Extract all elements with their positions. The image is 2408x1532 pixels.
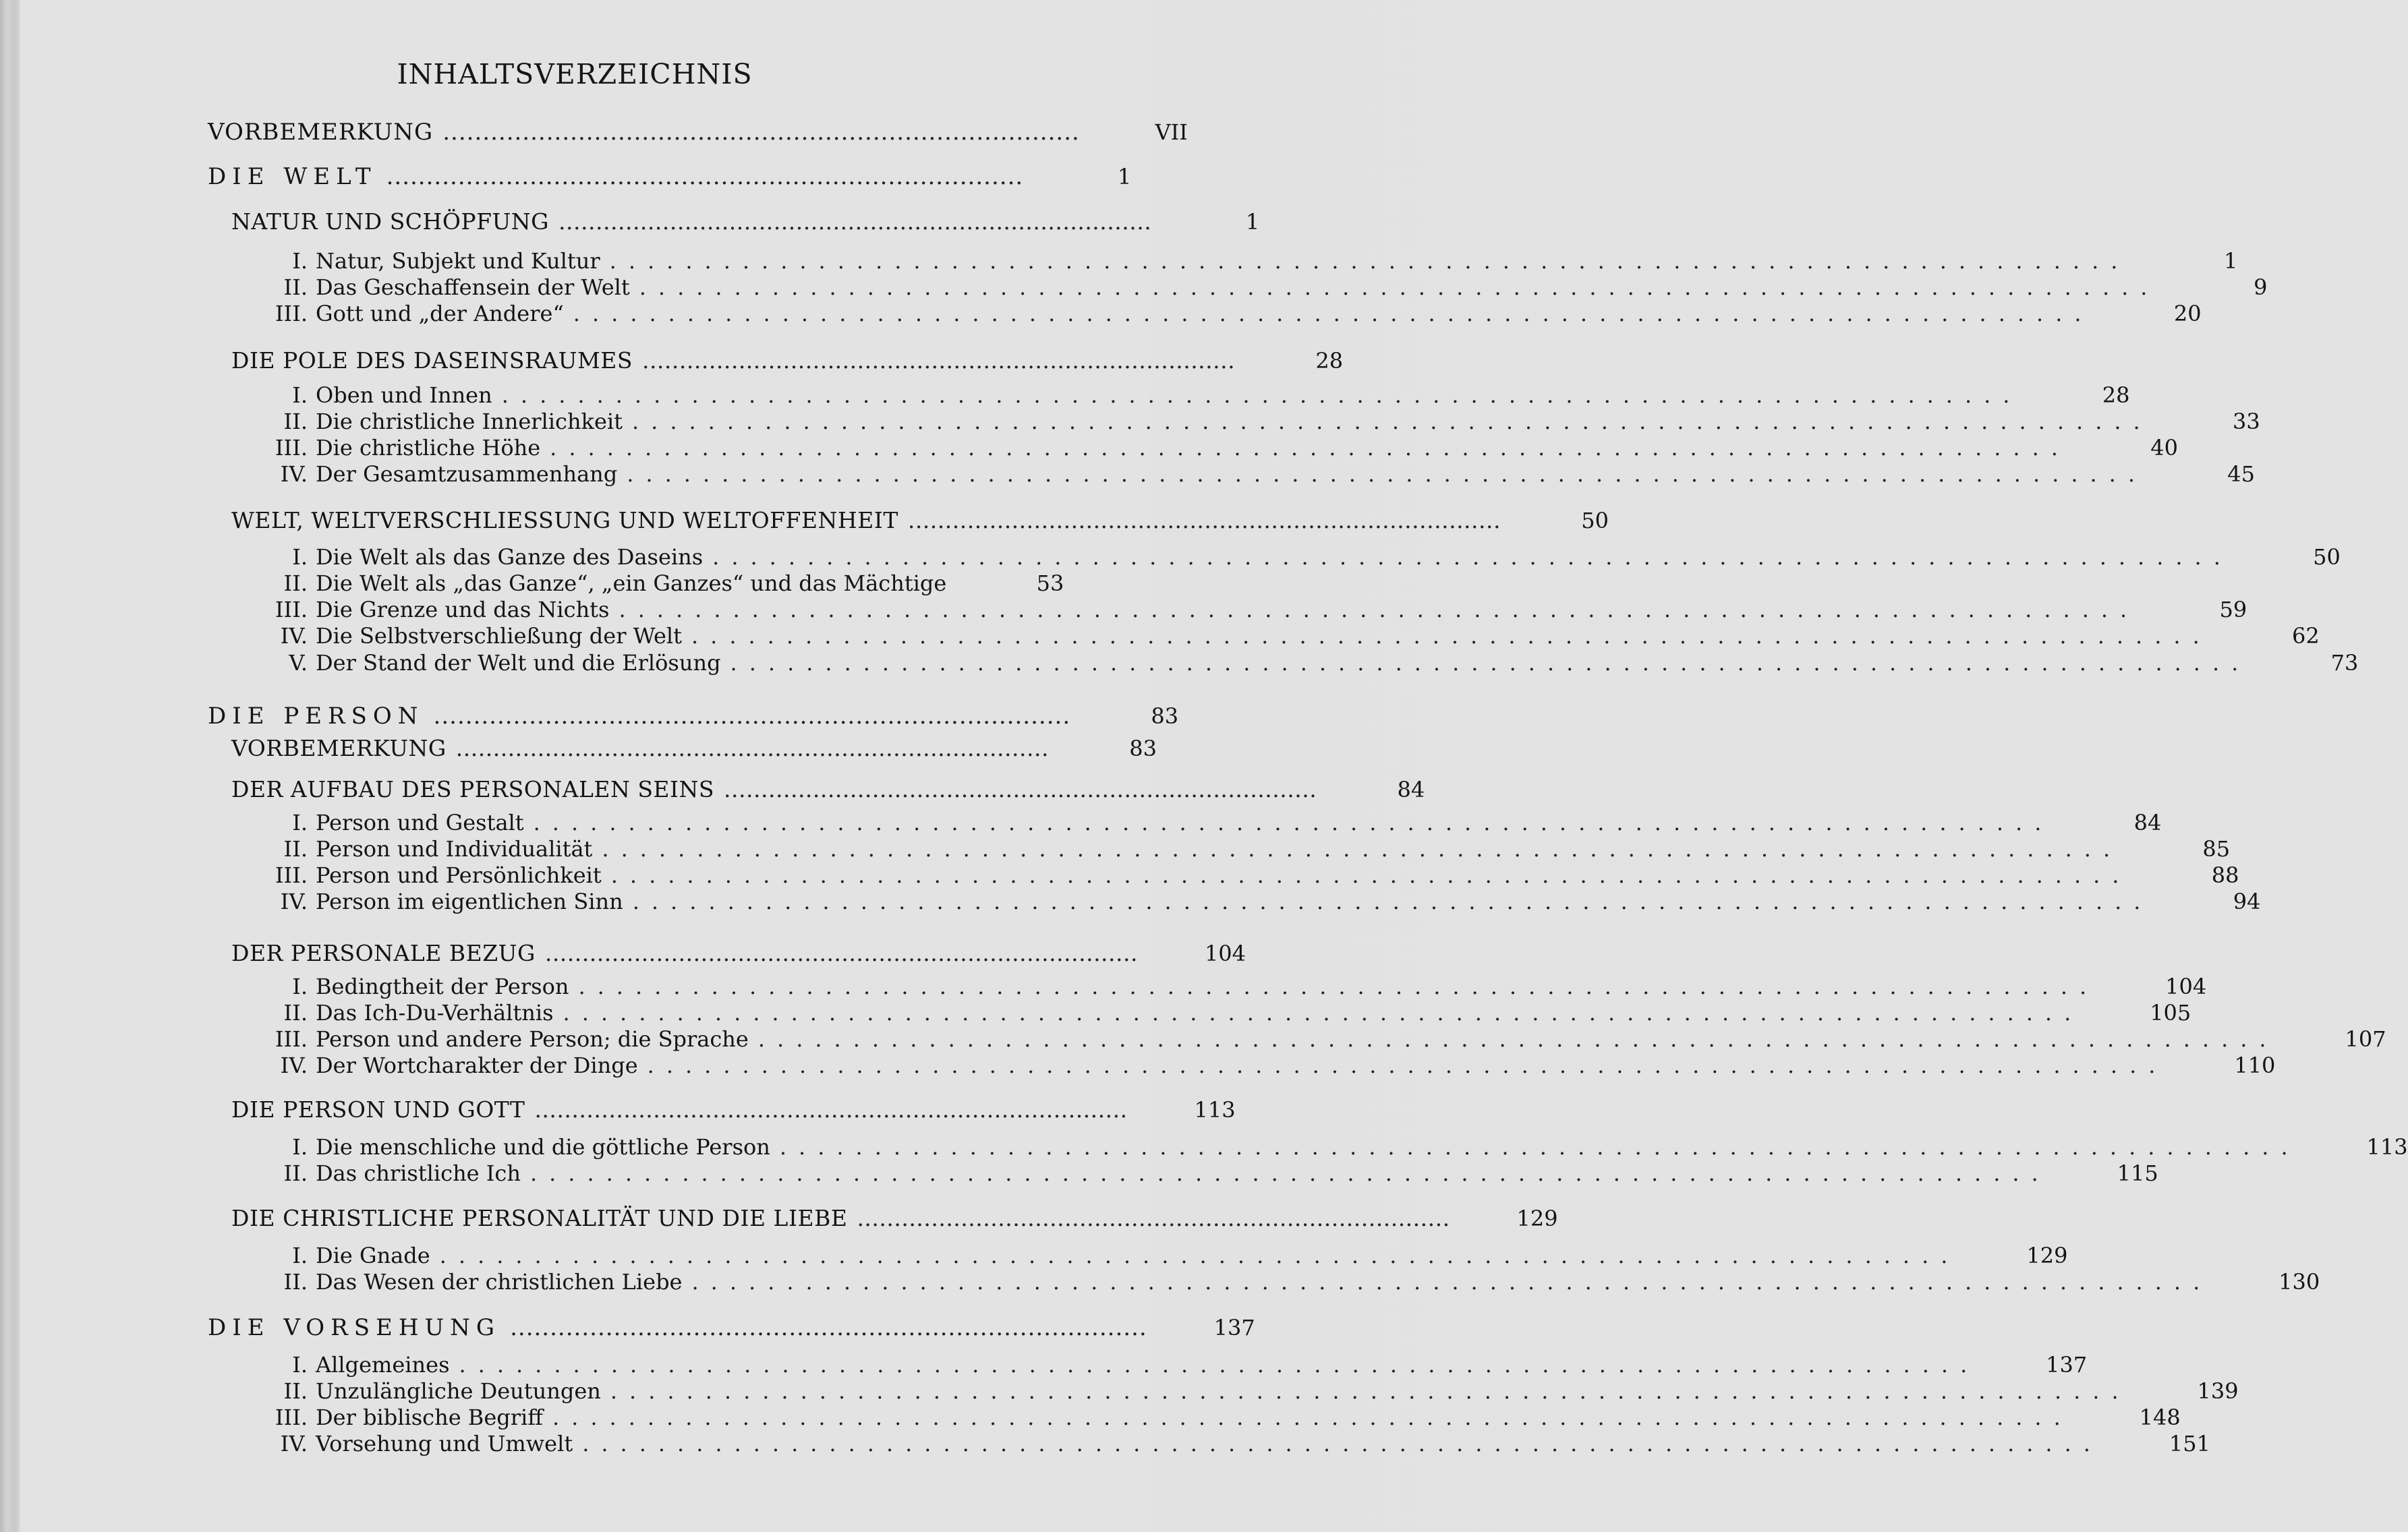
toc-entry-number: II. [283,409,308,434]
toc-entry-page: 148 [2139,1405,2181,1430]
toc-entry-number: I. [292,248,308,274]
toc-entry[interactable] [231,347,1344,374]
toc-entry[interactable] [256,274,2268,301]
toc-entry-page: 88 [2211,862,2239,888]
dot-leader: ................................................................................ [907,507,1501,533]
toc-entry-label [256,1243,430,1268]
toc-entry[interactable] [256,623,2320,650]
toc-entry-page: 1 [1117,164,1132,189]
dot-leader: ................................................................................ [386,163,1024,190]
toc-entry-label [256,1431,573,1456]
toc-entry[interactable] [256,810,2162,837]
dot-leader: ................................................................................ [582,1431,2102,1456]
toc-entry-label [256,1269,682,1295]
toc-entry-page: 40 [2150,435,2178,461]
toc-entry-page: 129 [2026,1243,2068,1268]
dot-leader: ................................................................................ [712,544,2233,570]
toc-entry-title: NATUR UND SCHÖPFUNG [231,208,550,235]
toc-entry-page: 33 [2233,409,2260,434]
dot-leader: ................................................................................ [550,435,2070,461]
toc-entry-title: Gott und „der Andere“ [316,301,564,326]
toc-entry-title: Der Gesamtzusammenhang [316,461,618,487]
toc-entry-title: Die christliche Innerlichkeit [316,409,623,434]
toc-entry-page: 28 [1315,348,1344,374]
toc-entry-page: 137 [2046,1352,2088,1378]
toc-entry-title: VORBEMERKUNG [231,735,447,761]
toc-entry[interactable] [256,889,2261,916]
toc-entry-title: Person und Gestalt [316,810,524,835]
toc-entry-number: II. [283,1000,308,1026]
toc-entry[interactable] [256,1352,2088,1379]
dot-leader: ................................................................................ [439,1243,1960,1268]
toc-entry-number: IV. [280,1431,308,1456]
toc-entry[interactable] [231,1096,1236,1123]
dot-leader: ................................................................................ [619,597,2140,622]
toc-entry[interactable] [256,1431,2210,1458]
toc-entry-page: 20 [2173,301,2202,326]
toc-entry-page: 130 [2278,1269,2320,1295]
toc-entry-page: 83 [1129,736,1157,761]
dot-leader: ................................................................................ [627,461,2147,487]
toc-entry[interactable] [231,940,1246,967]
toc-entry-title: Die Selbstverschließung der Welt [316,623,682,649]
toc-entry-page: 110 [2234,1053,2276,1078]
toc-entry-label [208,163,377,190]
toc-entry-number: III. [275,435,308,461]
toc-entry-page: 53 [1036,570,1064,596]
toc-entry-title: Unzulängliche Deutungen [316,1378,601,1404]
toc-entry-title: Bedingtheit der Person [316,974,569,999]
toc-entry-title: Das Wesen der christlichen Liebe [316,1269,683,1295]
toc-entry-title: Die Welt als das Ganze des Daseins [316,544,704,570]
toc-entry-number: III. [275,301,308,326]
toc-entry[interactable] [256,382,2130,409]
toc-entry-label [256,435,540,461]
toc-entry[interactable] [231,735,1157,762]
toc-entry-label [256,810,524,835]
toc-entry-page: 83 [1151,703,1179,729]
toc-entry-title: Die Gnade [316,1243,430,1268]
toc-entry-page: 45 [2227,461,2255,487]
toc-entry[interactable] [256,836,2231,863]
toc-entry[interactable] [208,703,1179,730]
toc-entry[interactable] [231,208,1260,235]
toc-entry-label [208,703,424,730]
toc-entry-page: 1 [2224,248,2238,274]
toc-entry-title: Die Welt als „das Ganze“, „ein Ganzes“ und das Mächtige [316,570,947,596]
toc-entry-page: 104 [2165,974,2207,999]
toc-entry-number: II. [283,274,308,300]
toc-entry[interactable] [256,597,2247,624]
toc-entry-label [256,544,703,570]
toc-entry-title: Der Wortcharakter der Dinge [316,1053,638,1078]
toc-entry[interactable] [231,776,1425,803]
toc-entry-label [256,1053,638,1078]
toc-entry[interactable] [256,974,2207,1001]
toc-entry-label [231,208,549,235]
toc-entry-label [256,301,564,326]
toc-entry-label [256,889,623,914]
toc-entry[interactable] [256,1134,2408,1161]
toc-entry[interactable] [256,1160,2158,1187]
toc-entry-number: I. [292,382,308,408]
toc-entry-title: Die menschliche und die göttliche Person [316,1134,770,1160]
toc-entry-number: II. [283,570,308,596]
toc-entry-title: Person im eigentlichen Sinn [316,889,623,914]
toc-entry-number: I. [292,1243,308,1268]
toc-entry-label [256,461,617,487]
toc-entry-page: 115 [2117,1160,2158,1186]
page-title: INHALTSVERZEICHNIS [397,58,753,90]
toc-entry-page: 1 [1245,209,1260,235]
toc-entry-title: Person und andere Person; die Sprache [316,1026,749,1052]
dot-leader: ................................................................................ [578,974,2099,999]
toc-entry-page: 139 [2197,1378,2239,1404]
toc-entry-label [256,248,600,274]
toc-entry[interactable] [256,301,2202,328]
dot-leader: ................................................................................ [529,1160,2051,1186]
dot-leader: ................................................................................ [459,1352,1980,1378]
toc-entry-title: Die Grenze und das Nichts [316,597,610,622]
toc-entry-number: II. [283,1269,308,1295]
toc-entry[interactable] [256,650,2359,677]
toc-entry-page: 50 [2313,544,2341,570]
toc-entry-title: DIE POLE DES DASEINSRAUMES [231,347,633,374]
toc-entry-page: VII [1155,119,1188,145]
toc-entry-page: 84 [2133,810,2162,835]
toc-entry-page: 9 [2254,274,2268,300]
toc-entry-title: Das Ich-Du-Verhältnis [316,1000,554,1026]
toc-entry-page: 50 [1581,508,1609,533]
dot-leader: ................................................................................ [857,1205,1450,1231]
toc-entry-label [256,274,630,300]
toc-entry-title: DIE PERSON [208,703,424,730]
toc-entry[interactable] [208,119,1188,146]
toc-entry-label [256,974,569,999]
toc-entry-page: 129 [1516,1206,1558,1231]
toc-entry-title: Natur, Subjekt und Kultur [316,248,600,274]
toc-entry-title: Person und Individualität [316,836,593,862]
toc-entry-number: III. [275,1026,308,1052]
toc-entry-label [256,623,682,649]
toc-entry-number: II. [283,836,308,862]
toc-entry-page: 113 [1194,1097,1236,1123]
dot-leader: ................................................................................ [724,776,1317,802]
toc-entry-title: Allgemeines [316,1352,450,1378]
toc-entry-number: II. [283,1160,308,1186]
dot-leader: ................................................................................ [573,301,2094,326]
toc-entry-label [256,836,592,862]
toc-entry-page: 113 [2366,1134,2408,1160]
toc-entry-page: 137 [1213,1315,1255,1340]
toc-entry-page: 151 [2169,1431,2210,1456]
toc-entry-page: 105 [2150,1000,2191,1026]
toc-entry[interactable] [256,1405,2181,1432]
toc-entry-page: 104 [1204,941,1246,966]
dot-leader: ................................................................................ [631,409,2152,434]
toc-entry-page: 107 [2345,1026,2386,1052]
toc-entry-label [256,1000,554,1026]
toc-entry-title: Das christliche Ich [316,1160,521,1186]
dot-leader: ................................................................................ [691,1269,2212,1295]
toc-entry-number: IV. [280,1053,308,1078]
dot-leader: ................................................................................ [610,1378,2131,1404]
dot-leader: ................................................................................ [455,735,1049,761]
toc-entry-label [231,507,898,533]
toc-entry[interactable] [256,544,2341,571]
toc-entry-number: II. [283,1378,308,1404]
toc-entry-label [256,650,721,676]
toc-entry[interactable] [256,570,1064,597]
toc-entry-label [256,1405,543,1430]
dot-leader: ................................................................................ [639,274,2160,300]
toc-entry-title: Der biblische Begriff [316,1405,543,1430]
toc-entry-title: Person und Persönlichkeit [316,862,602,888]
dot-leader: ................................................................................ [501,382,2022,408]
toc-entry-number: V. [289,650,308,676]
toc-entry-label [231,1205,847,1231]
toc-entry-label [256,570,946,596]
toc-entry-label [208,119,433,146]
dot-leader: ................................................................................ [558,208,1152,235]
dot-leader: ................................................................................ [534,1096,1128,1123]
toc-entry[interactable] [256,1269,2320,1296]
dot-leader: ................................................................................ [691,623,2212,649]
toc-entry-number: I. [292,544,308,570]
toc-entry[interactable] [256,1378,2239,1405]
toc-entry-page: 94 [2233,889,2261,914]
toc-entry-title: Der Stand der Welt und die Erlösung [316,650,721,676]
dot-leader: ................................................................................ [641,347,1236,374]
dot-leader: ................................................................................ [563,1000,2084,1026]
toc-entry-title: Vorsehung und Umwelt [316,1431,573,1456]
toc-entry-label [256,409,623,434]
toc-entry-number: I. [292,1134,308,1160]
toc-entry-page: 85 [2202,836,2231,862]
dot-leader: ................................................................................ [730,650,2251,676]
dot-leader: ................................................................................ [647,1053,2168,1078]
toc-entry-page: 84 [1397,777,1425,802]
toc-entry-label [231,776,714,802]
dot-leader: ................................................................................ [779,1134,2300,1160]
toc-entry[interactable] [208,163,1132,190]
toc-entry-number: I. [292,974,308,999]
toc-entry-label [256,862,602,888]
toc-entry-title: DER AUFBAU DES PERSONALEN SEINS [231,776,715,802]
toc-entry-title: DIE VORSEHUNG [208,1314,501,1341]
dot-leader: ................................................................................ [757,1026,2278,1052]
toc-entry-label [256,1378,601,1404]
toc-entry-number: IV. [280,623,308,649]
toc-entry-page: 59 [2219,597,2247,622]
dot-leader: ................................................................................ [544,940,1139,966]
toc-entry-number: IV. [280,461,308,487]
toc-entry-number: III. [275,862,308,888]
toc-entry-label [256,597,609,622]
dot-leader: ................................................................................ [533,810,2054,835]
toc-entry-page: 62 [2292,623,2320,649]
toc-entry-label [231,735,447,761]
dot-leader: ................................................................................ [442,119,1080,146]
dot-leader: ................................................................................ [609,248,2130,274]
toc-entry[interactable] [256,1243,2068,1270]
dot-leader: ................................................................................ [602,836,2123,862]
toc-entry[interactable] [256,248,2238,275]
toc-entry-page: 28 [2102,382,2130,408]
toc-entry-label [231,347,633,374]
toc-entry-title: DIE WELT [208,163,377,190]
toc-entry-label [231,1096,525,1123]
toc-entry-title: WELT, WELTVERSCHLIESSUNG UND WELTOFFENHEIT [231,507,898,533]
toc-entry[interactable] [256,435,2178,462]
toc-entry-title: DIE PERSON UND GOTT [231,1096,525,1123]
toc-entry[interactable] [231,1205,1558,1232]
toc-entry-title: Oben und Innen [316,382,492,408]
toc-entry-label [256,1134,770,1160]
toc-entry[interactable] [256,1000,2191,1027]
toc-entry-number: I. [292,1352,308,1378]
toc-entry-title: VORBEMERKUNG [208,119,434,146]
toc-entry-label [208,1314,500,1341]
toc-entry-title: Die christliche Höhe [316,435,541,461]
toc-entry[interactable] [256,1053,2276,1080]
toc-entry-label [256,1160,521,1186]
toc-entry-number: IV. [280,889,308,914]
toc-entry-page: 73 [2330,650,2359,676]
dot-leader: ................................................................................ [552,1405,2073,1430]
toc-entry-title: DER PERSONALE BEZUG [231,940,536,966]
toc-entry-label [231,940,536,966]
toc-entry[interactable] [256,862,2239,889]
toc-entry-label [256,1026,749,1052]
toc-entry[interactable] [208,1314,1255,1341]
dot-leader: ................................................................................ [433,703,1071,730]
toc-entry-number: III. [275,597,308,622]
dot-leader: ................................................................................ [510,1314,1147,1341]
toc-entry[interactable] [256,461,2255,488]
toc-entry-title: DIE CHRISTLICHE PERSONALITÄT UND DIE LIEBE [231,1205,848,1231]
toc-entry-number: I. [292,810,308,835]
toc-entry[interactable] [256,1026,2386,1053]
toc-entry-label [256,382,492,408]
toc-entry[interactable] [231,507,1609,534]
toc-entry-title: Das Geschaffensein der Welt [316,274,630,300]
toc-entry-number: III. [275,1405,308,1430]
toc-entry-label [256,1352,449,1378]
toc-entry[interactable] [256,409,2260,436]
dot-leader: ................................................................................ [632,889,2153,914]
dot-leader: ................................................................................ [610,862,2131,888]
